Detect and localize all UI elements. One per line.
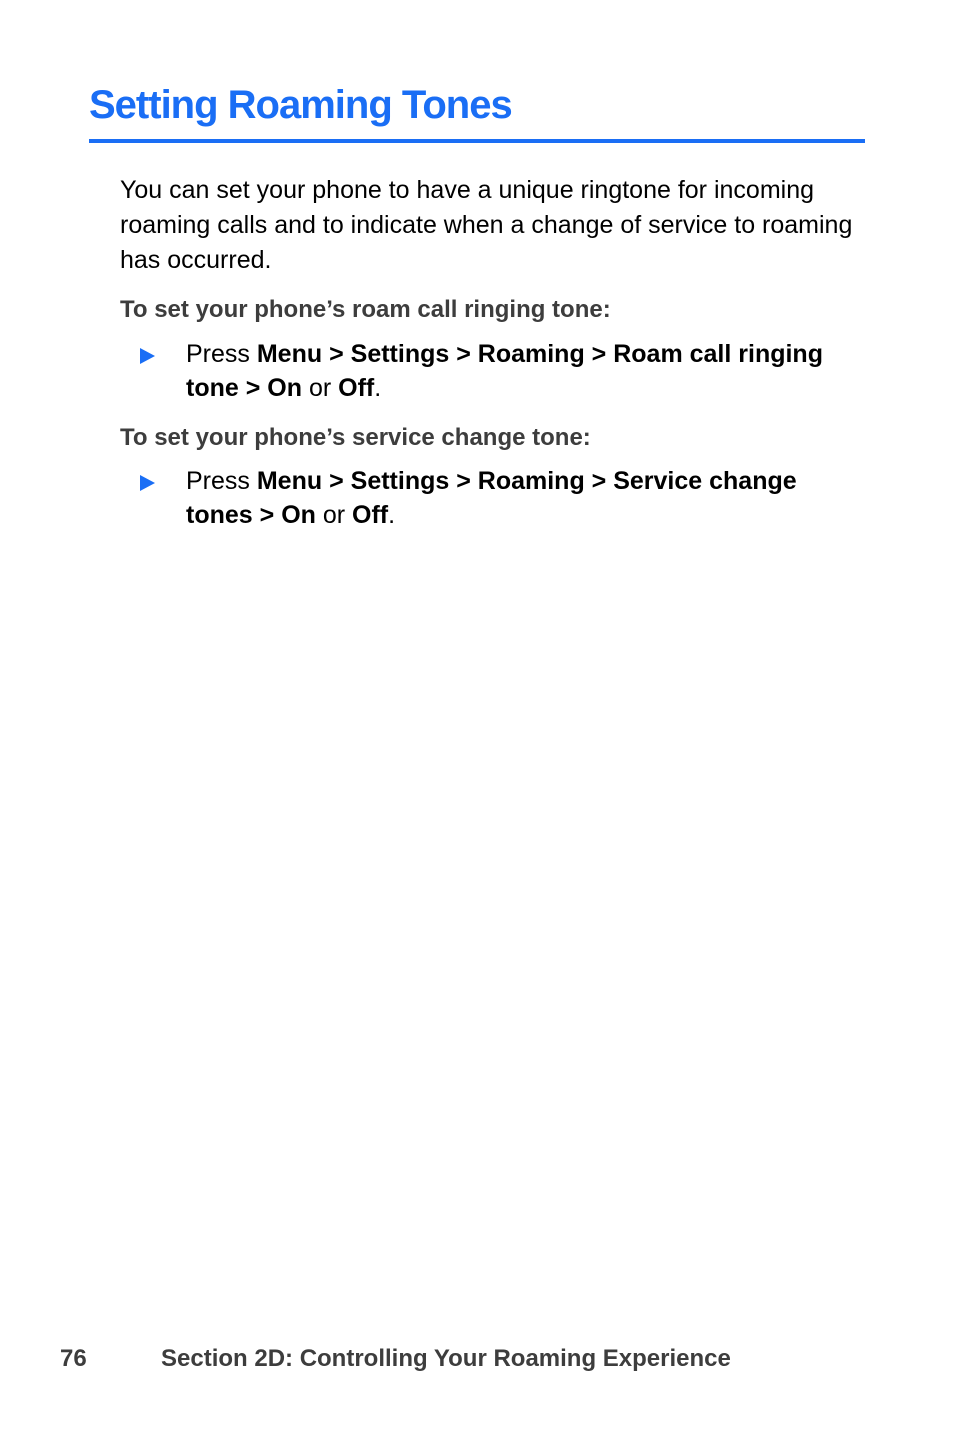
footer-section-title: Section 2D: Controlling Your Roaming Experience (161, 1345, 731, 1372)
step-text: Press Menu > Settings > Roaming > Roam call ringing tone > On or Off. (186, 340, 823, 402)
procedure-step-service-change (140, 464, 865, 532)
procedure-step-roam-call (140, 337, 865, 405)
triangle-right-icon (140, 475, 155, 491)
page-number: 76 (60, 1345, 87, 1372)
title-rule (89, 139, 865, 143)
procedure-heading-roam-call: To set your phone’s roam call ringing tone: (120, 296, 611, 323)
page-title: Setting Roaming Tones (89, 83, 512, 127)
procedure-heading-service-change: To set your phone’s service change tone: (120, 424, 591, 451)
intro-paragraph: You can set your phone to have a unique ringtone for incoming roaming calls and to indicate when a change of service to roaming has occurred. (120, 176, 853, 274)
triangle-right-icon (140, 348, 155, 364)
step-text: Press Menu > Settings > Roaming > Service change tones > On or Off. (186, 467, 797, 529)
